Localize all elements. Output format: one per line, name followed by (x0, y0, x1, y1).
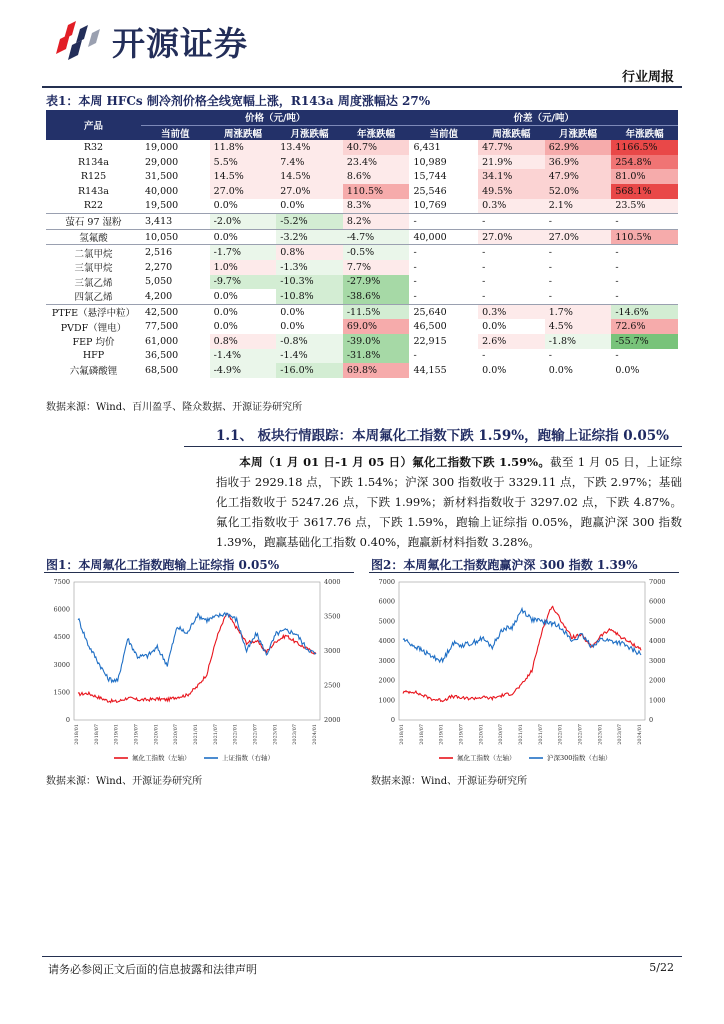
table-cell: 77,500 (144, 321, 179, 333)
left-axis-tick: 6000 (378, 597, 395, 606)
table-cell: - (482, 276, 486, 288)
table-body (46, 140, 678, 378)
table-cell: 40.7% (343, 140, 410, 155)
table-row (46, 304, 678, 319)
table-cell: 52.0% (545, 184, 612, 199)
table-cell: 4,200 (144, 290, 173, 302)
x-axis-tick: 2018/01 (399, 724, 405, 745)
x-axis-tick: 2022/07 (577, 724, 584, 745)
table-cell: 110.5% (611, 229, 678, 245)
table-row (46, 214, 678, 230)
table-cell: 46,500 (413, 321, 447, 333)
table-cell: -27.9% (343, 275, 410, 290)
table-cell: 8.3% (343, 199, 410, 214)
footer-disclaimer: 请务必参阅正文后面的信息披露和法律声明 (48, 963, 257, 976)
table-cell: 0.0% (482, 321, 507, 333)
table-cell: 0.0% (213, 290, 238, 302)
x-axis-tick: 2019/01 (113, 724, 120, 745)
table-cell: -55.7% (611, 334, 678, 349)
table-row (46, 275, 678, 290)
table-cell: 1166.5% (611, 140, 678, 155)
figure1-source: 数据来源：Wind、开源证券研究所 (46, 776, 203, 787)
figure2-source: 数据来源：Wind、开源证券研究所 (371, 776, 528, 787)
table-cell: 27.0% (545, 229, 612, 245)
table-source: 数据来源：Wind、百川盈孚、隆众数据、开源证券研究所 (46, 402, 303, 413)
table-cell: -4.7% (343, 229, 410, 245)
left-axis-tick: 7000 (378, 578, 395, 586)
left-axis-tick: 0 (390, 716, 395, 724)
right-axis-tick: 5000 (649, 617, 666, 626)
x-axis-tick: 2018/07 (418, 724, 425, 745)
product-name-cell: PTFE（悬浮中粒） (46, 304, 141, 319)
table-cell: -1.7% (210, 245, 277, 260)
table-cell: 110.5% (343, 184, 410, 199)
table-cell: 4.5% (545, 319, 612, 334)
table-cell: 6,431 (413, 141, 441, 153)
table-row (46, 229, 678, 245)
section-paragraph (216, 452, 682, 552)
table-cell: 5,050 (144, 276, 173, 288)
x-axis-tick: 2021/07 (212, 724, 219, 745)
table-cell: -16.0% (276, 363, 343, 378)
x-axis-tick: 2022/01 (557, 724, 564, 745)
table-row (46, 260, 678, 275)
table-cell: 69.8% (343, 363, 410, 378)
table-cell: 27.0% (276, 184, 343, 199)
section-rule (184, 446, 682, 447)
table-row (46, 184, 678, 199)
table-cell: 15,744 (413, 171, 447, 183)
right-axis-tick: 3000 (324, 647, 341, 655)
table-cell: 2,270 (144, 261, 173, 273)
figure1-title: 图1：本周氟化工指数跑输上证综指 0.05% (46, 558, 280, 572)
table-cell: 22,915 (413, 335, 447, 347)
col-header: 周涨跌幅 (210, 125, 277, 140)
col-header: 当前值 (141, 125, 210, 140)
x-axis-tick: 2022/01 (232, 724, 239, 745)
table-cell: -2.0% (210, 214, 277, 230)
plot-area (74, 582, 320, 720)
x-axis-tick: 2024/01 (637, 724, 643, 745)
table-cell: 0.0% (210, 229, 277, 245)
table-cell: -1.4% (276, 349, 343, 364)
x-axis-tick: 2022/07 (252, 724, 259, 745)
x-axis-tick: 2021/07 (537, 724, 544, 745)
col-header: 月涨跌幅 (545, 125, 612, 140)
table-cell: -1.4% (210, 349, 277, 364)
group-spread: 价差（元/吨） (409, 110, 678, 125)
table-cell: 13.4% (276, 140, 343, 155)
page-number: 5/22 (649, 961, 674, 974)
x-axis-tick: 2019/01 (438, 724, 445, 745)
table-cell: - (615, 350, 619, 362)
table-cell: 0.0% (276, 304, 343, 319)
product-name-cell: R32 (83, 141, 104, 153)
table-cell: - (611, 245, 678, 260)
table-cell: 8.2% (343, 214, 410, 230)
col-header: 月涨跌幅 (276, 125, 343, 140)
series-line-benchmark (403, 609, 641, 663)
table-cell: 0.0% (280, 200, 305, 212)
table-cell: -39.0% (343, 334, 410, 349)
table-cell: -1.3% (276, 260, 343, 275)
table-cell: 2.1% (545, 199, 612, 214)
left-axis-tick: 1500 (53, 688, 70, 697)
table-cell: 1.7% (545, 304, 612, 319)
table-cell: 25,546 (413, 185, 447, 197)
right-axis-tick: 2500 (324, 681, 341, 690)
x-axis-tick: 2024/01 (312, 724, 318, 745)
figure1-chart (44, 574, 356, 768)
product-name-cell: 萤石 97 湿粉 (46, 214, 141, 230)
table-cell: - (548, 276, 552, 288)
table-cell: 8.6% (343, 169, 410, 184)
table-cell: 40,000 (144, 185, 179, 197)
table-cell: - (611, 214, 678, 230)
table-cell: - (413, 290, 417, 302)
product-name-cell: 六氟磷酸锂 (69, 366, 118, 378)
x-axis-tick: 2020/01 (153, 724, 160, 745)
table-cell: 1.0% (210, 260, 277, 275)
right-axis-tick: 0 (649, 716, 654, 724)
table-cell: - (413, 350, 417, 362)
figure1-rule (44, 572, 354, 573)
x-axis-tick: 2020/01 (478, 724, 485, 745)
x-axis-tick: 2023/07 (292, 724, 299, 745)
price-table (46, 110, 678, 378)
left-axis-tick: 4000 (378, 637, 395, 646)
table-cell: 36,500 (144, 350, 179, 362)
table-cell: 61,000 (144, 335, 179, 347)
left-axis-tick: 3000 (378, 656, 395, 665)
table-cell: 27.0% (478, 229, 545, 245)
table-cell: 0.0% (615, 364, 640, 376)
product-name-cell: R125 (80, 171, 107, 183)
table-row (46, 289, 678, 304)
table-cell: -38.6% (343, 289, 410, 304)
table-cell: -4.9% (210, 363, 277, 378)
table-cell: -0.5% (343, 245, 410, 260)
x-axis-tick: 2023/01 (597, 724, 604, 745)
table-row (46, 199, 678, 214)
right-axis-tick: 2000 (324, 716, 341, 724)
right-axis-tick: 6000 (649, 597, 666, 606)
product-name-cell: 二氯甲烷 (46, 245, 141, 260)
figure2-chart (369, 574, 681, 768)
right-axis-tick: 4000 (649, 637, 666, 646)
table-cell: - (409, 245, 478, 260)
table-cell: 29,000 (144, 156, 179, 168)
col-header: 当前值 (409, 125, 478, 140)
table-cell: 0.0% (213, 321, 238, 333)
table-cell: 7.4% (276, 155, 343, 170)
table-cell: 3,413 (141, 214, 210, 230)
table-cell: - (548, 261, 552, 273)
series-line-fluorine (78, 614, 316, 703)
table-cell: 42,500 (141, 304, 210, 319)
table-cell: 36.9% (545, 155, 612, 170)
table-cell: 27.0% (210, 184, 277, 199)
table-row (46, 155, 678, 170)
product-name-cell: PVDF（锂电） (60, 322, 127, 334)
product-name-cell: 三氯甲烷 (74, 263, 113, 275)
table-cell: - (482, 261, 486, 273)
table-cell: 0.0% (548, 364, 573, 376)
product-name-cell: 四氯乙烯 (74, 292, 113, 304)
right-axis-tick: 7000 (649, 578, 666, 586)
series-line-benchmark (78, 613, 316, 682)
table-cell: 0.3% (478, 199, 545, 214)
table-cell: -11.5% (343, 304, 410, 319)
table-cell: 0.3% (478, 304, 545, 319)
left-axis-tick: 0 (65, 716, 70, 724)
left-axis-tick: 6000 (53, 605, 70, 614)
legend-label: 上证指数（右轴） (222, 754, 274, 762)
table-title: 表1：本周 HFCs 制冷剂价格全线宽幅上涨，R143a 周度涨幅达 27% (46, 94, 431, 108)
table-cell: 62.9% (545, 140, 612, 155)
table-cell: - (478, 214, 545, 230)
table-cell: -9.7% (210, 275, 277, 290)
table-cell: - (615, 276, 619, 288)
table-cell: -5.2% (276, 214, 343, 230)
right-axis-tick: 2000 (649, 676, 666, 685)
left-axis-tick: 5000 (378, 617, 395, 626)
table-cell: 19,000 (144, 141, 179, 153)
table-cell: 0.0% (213, 200, 238, 212)
figure2-title: 图2：本周氟化工指数跑赢沪深 300 指数 1.39% (371, 558, 638, 572)
x-axis-tick: 2023/01 (272, 724, 279, 745)
figure2-rule (369, 572, 679, 573)
table-cell: 0.0% (482, 364, 507, 376)
table-cell: 568.1% (611, 184, 678, 199)
table-cell: - (482, 350, 486, 362)
table-cell: 72.6% (611, 319, 678, 334)
table-cell: 2.6% (478, 334, 545, 349)
x-axis-tick: 2019/07 (133, 724, 140, 745)
table-row (46, 140, 678, 155)
table-cell: -14.6% (611, 304, 678, 319)
table-cell: 69.0% (343, 319, 410, 334)
table-cell: 49.5% (478, 184, 545, 199)
footer-rule (42, 956, 682, 957)
left-axis-tick: 3000 (53, 660, 70, 669)
table-cell: 23.5% (611, 199, 678, 214)
x-axis-tick: 2019/07 (458, 724, 465, 745)
x-axis-tick: 2018/01 (74, 724, 80, 745)
table-cell: 19,500 (144, 200, 179, 212)
table-cell: 0.0% (210, 304, 277, 319)
table-cell: 0.8% (276, 245, 343, 260)
legend-label: 氟化工指数（左轴） (132, 754, 191, 762)
x-axis-tick: 2021/01 (193, 724, 199, 745)
x-axis-tick: 2020/07 (498, 724, 505, 745)
table-cell: 81.0% (611, 169, 678, 184)
table-cell: - (413, 261, 417, 273)
left-axis-tick: 7500 (53, 578, 70, 586)
right-axis-tick: 4000 (324, 578, 341, 586)
table-cell: -10.3% (276, 275, 343, 290)
table-cell: 21.9% (478, 155, 545, 170)
product-name-cell: R22 (83, 200, 104, 212)
right-axis-tick: 3500 (324, 612, 341, 621)
table-cell: 25,640 (409, 304, 478, 319)
table-row (46, 245, 678, 260)
table-cell: 5.5% (210, 155, 277, 170)
right-axis-tick: 1000 (649, 696, 666, 705)
table-cell: -10.8% (276, 289, 343, 304)
table-cell: - (545, 245, 612, 260)
col-header: 年涨跌幅 (343, 125, 410, 140)
x-axis-tick: 2023/07 (617, 724, 624, 745)
section-lead: 本周（1 月 01 日-1 月 05 日）氟化工指数下跌 1.59%。 (239, 455, 551, 469)
table-cell: 40,000 (409, 229, 478, 245)
left-axis-tick: 1000 (378, 696, 395, 705)
left-axis-tick: 4500 (53, 633, 70, 642)
table-row (46, 349, 678, 364)
header-rule (42, 86, 682, 88)
doc-type-label: 行业周报 (621, 70, 674, 85)
product-name-cell: FEP 均价 (72, 337, 115, 349)
brand-name: 开源证券 (112, 24, 248, 63)
table-cell: 10,989 (413, 156, 447, 168)
table-cell: -3.2% (276, 229, 343, 245)
page-header (0, 0, 724, 90)
plot-area (399, 582, 645, 720)
table-cell: 14.5% (210, 169, 277, 184)
col-header: 年涨跌幅 (611, 125, 678, 140)
table-cell: - (545, 214, 612, 230)
table-cell: - (548, 350, 552, 362)
table-cell: - (478, 245, 545, 260)
table-cell: -0.8% (276, 334, 343, 349)
col-header: 周涨跌幅 (478, 125, 545, 140)
legend-label: 沪深300指数（右轴） (547, 754, 612, 762)
product-name-cell: R143a (78, 185, 109, 197)
table-row (46, 363, 678, 378)
table-row (46, 169, 678, 184)
table-cell: 14.5% (276, 169, 343, 184)
group-price: 价格（元/吨） (141, 110, 409, 125)
right-axis-tick: 3000 (649, 656, 666, 665)
table-cell: 23.4% (343, 155, 410, 170)
x-axis-tick: 2021/01 (518, 724, 524, 745)
col-product: 产品 (46, 110, 141, 140)
table-cell: 0.8% (210, 334, 277, 349)
table-column-header (46, 125, 678, 140)
table-group-header (46, 110, 678, 125)
table-cell: -31.8% (343, 349, 410, 364)
table-cell: - (409, 214, 478, 230)
legend-label: 氟化工指数（左轴） (457, 754, 516, 762)
table-cell: 10,050 (141, 229, 210, 245)
table-cell: - (482, 290, 486, 302)
table-cell: 10,769 (413, 200, 447, 212)
left-axis-tick: 2000 (378, 676, 395, 685)
x-axis-tick: 2020/07 (173, 724, 180, 745)
section-heading: 1.1、 板块行情跟踪：本周氟化工指数下跌 1.59%，跑输上证综指 0.05% (216, 428, 670, 444)
table-cell: 254.8% (611, 155, 678, 170)
table-cell: 68,500 (144, 364, 179, 376)
table-row (46, 334, 678, 349)
table-cell: -1.8% (545, 334, 612, 349)
table-cell: 44,155 (413, 364, 447, 376)
table-cell: 47.9% (545, 169, 612, 184)
table-cell: 0.0% (280, 321, 305, 333)
table-cell: - (615, 290, 619, 302)
x-axis-tick: 2018/07 (93, 724, 100, 745)
table-cell: - (413, 276, 417, 288)
product-name-cell: 氢氟酸 (46, 229, 141, 245)
table-cell: - (615, 261, 619, 273)
table-cell: 47.7% (478, 140, 545, 155)
table-cell: 2,516 (141, 245, 210, 260)
product-name-cell: HFP (82, 350, 105, 362)
brand-logo-icon (54, 19, 110, 65)
series-line-fluorine (403, 606, 641, 701)
table-cell: 34.1% (478, 169, 545, 184)
product-name-cell: R134a (78, 156, 109, 168)
table-cell: 11.8% (210, 140, 277, 155)
table-row (46, 319, 678, 334)
table-cell: 31,500 (144, 171, 179, 183)
product-name-cell: 三氯乙烯 (74, 277, 113, 289)
table-cell: 7.7% (343, 260, 410, 275)
table-cell: - (548, 290, 552, 302)
section-body: 截至 1 月 05 日，上证综指收于 2929.18 点，下跌 1.54%；沪深 300 指数收于 3329.11 点，下跌 2.97%；基础化工指数收于 5247.26 点，下跌 1.99%；新材料指数收于 3297.02 点，下跌 4.87%。氟化工指数收于 3617.76 点，下跌 1.59%，跑输上证综指 0.05%，跑赢沪深 300 指数 1.39%，跑赢基础化工指数 0.40%，跑赢新材料指数 3.28%。 (216, 455, 682, 549)
brand-logo (54, 18, 248, 65)
